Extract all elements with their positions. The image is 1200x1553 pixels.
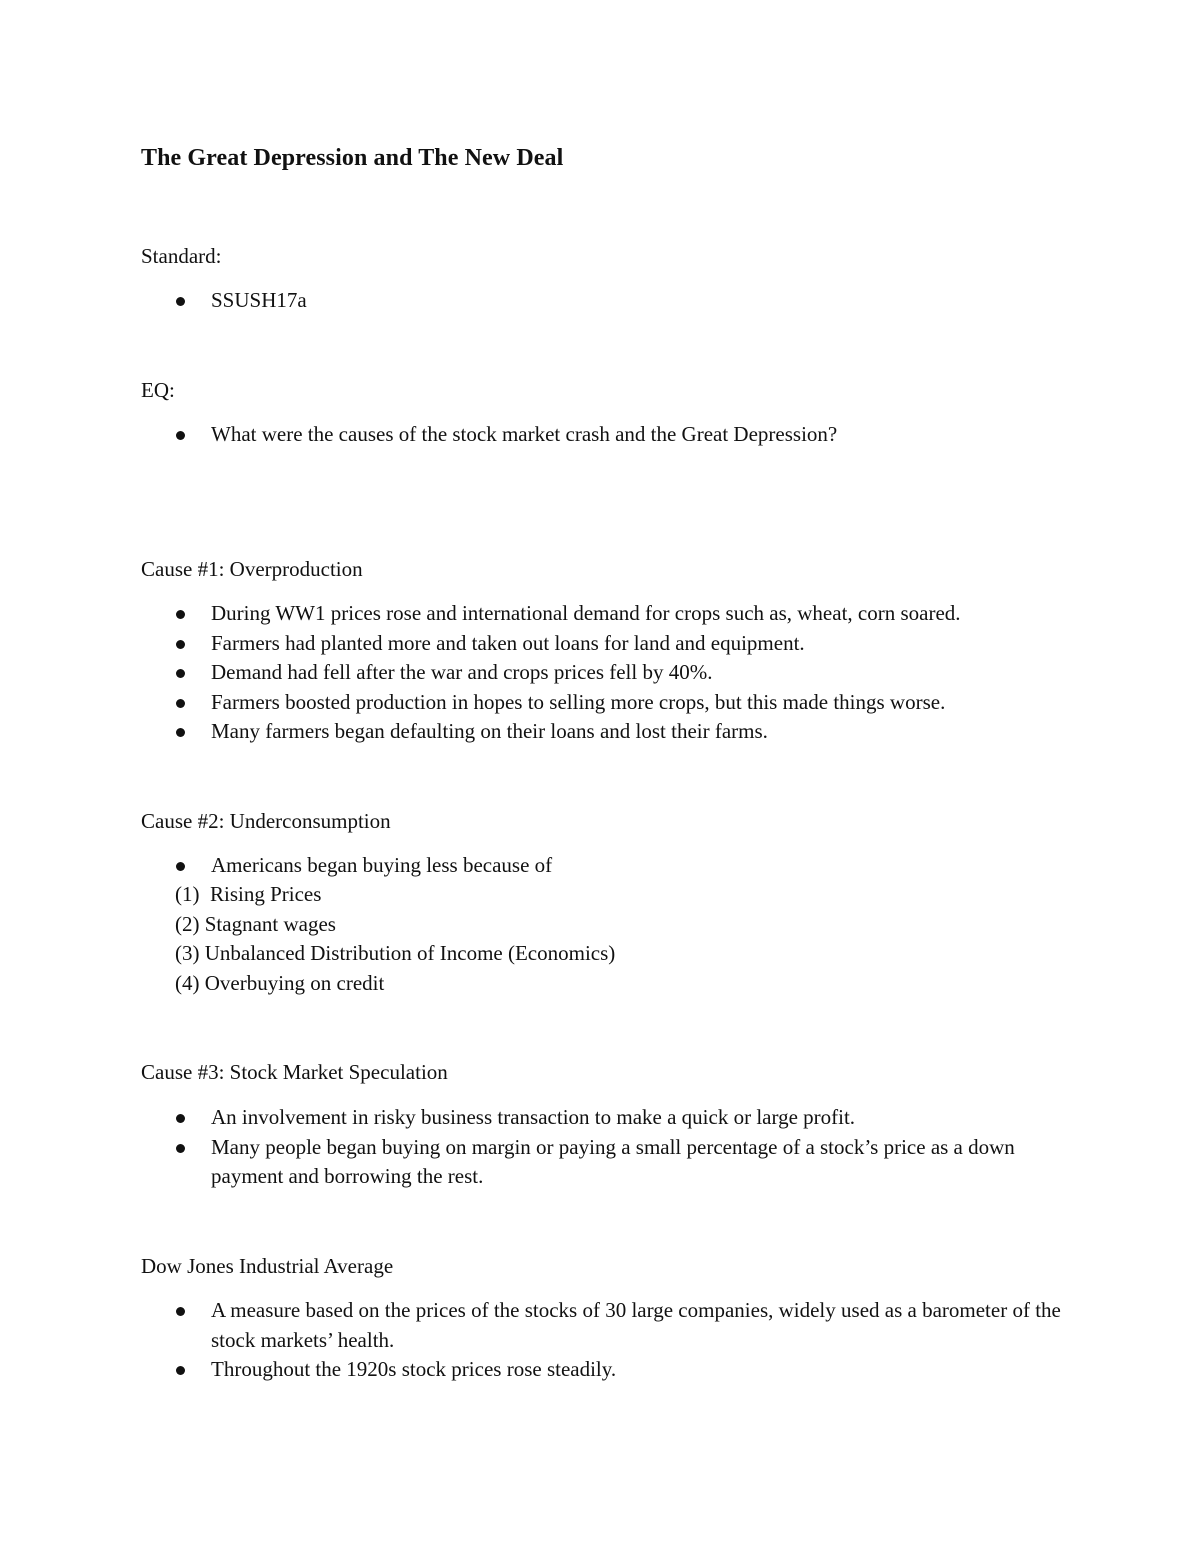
list-item-text: Many people began buying on margin or paying a small percentage of a stock’s price as a down payment and borrowing the rest. xyxy=(211,1134,1015,1188)
list-item-text: A measure based on the prices of the stocks of 30 large companies, widely used as a barometer of the stock markets’ health. xyxy=(211,1298,1061,1352)
list-item-text: What were the causes of the stock market crash and the Great Depression? xyxy=(211,422,838,446)
list-item xyxy=(141,717,1081,747)
bullet-icon xyxy=(176,1366,185,1375)
list-item-text: Many farmers began defaulting on their loans and lost their farms. xyxy=(211,719,768,743)
numbered-item: (1) Rising Prices xyxy=(175,882,322,906)
numbered-item: (2) Stagnant wages xyxy=(175,911,336,936)
list-item-text: Throughout the 1920s stock prices rose steadily. xyxy=(211,1357,617,1381)
bullet-icon xyxy=(176,728,185,737)
list-item-text: An involvement in risky business transaction to make a quick or large profit. xyxy=(211,1105,856,1129)
bullet-icon xyxy=(176,699,185,708)
cause1-list xyxy=(141,599,1081,747)
cause3-heading: Cause #3: Stock Market Speculation xyxy=(141,1060,448,1084)
bullet-icon xyxy=(176,431,185,440)
bullet-icon xyxy=(176,669,185,678)
standard-list xyxy=(141,286,1081,316)
list-item-text: Farmers had planted more and taken out loans for land and equipment. xyxy=(211,630,805,655)
page-title: The Great Depression and The New Deal xyxy=(141,145,564,171)
dow-heading: Dow Jones Industrial Average xyxy=(141,1254,394,1278)
cause2-heading: Cause #2: Underconsumption xyxy=(141,809,391,833)
bullet-icon xyxy=(176,1114,185,1123)
bullet-icon xyxy=(176,640,185,649)
list-item xyxy=(141,1103,1081,1133)
list-item xyxy=(141,851,1081,881)
bullet-icon xyxy=(176,610,185,619)
numbered-item: (3) Unbalanced Distribution of Income (Economics) xyxy=(175,941,616,965)
list-item xyxy=(141,1133,1081,1192)
list-item xyxy=(141,1296,1081,1355)
cause2-list xyxy=(141,851,1081,881)
list-item xyxy=(141,599,1081,629)
list-item-text: Farmers boosted production in hopes to selling more crops, but this made things worse. xyxy=(211,689,946,714)
dow-list xyxy=(141,1296,1081,1385)
list-item xyxy=(141,1355,1081,1385)
list-item xyxy=(141,688,1081,718)
cause1-heading: Cause #1: Overproduction xyxy=(141,557,363,581)
list-item-text: Demand had fell after the war and crops prices fell by 40%. xyxy=(211,660,713,684)
cause2-numbered-list xyxy=(175,880,615,998)
eq-heading: EQ: xyxy=(141,378,175,402)
list-item xyxy=(141,629,1081,659)
bullet-icon xyxy=(176,862,185,871)
bullet-icon xyxy=(176,297,185,306)
eq-list xyxy=(141,420,1081,450)
bullet-icon xyxy=(176,1307,185,1316)
numbered-item: (4) Overbuying on credit xyxy=(175,970,385,995)
standard-heading: Standard: xyxy=(141,244,222,268)
list-item xyxy=(141,420,1081,450)
bullet-icon xyxy=(176,1144,185,1153)
cause3-list xyxy=(141,1103,1081,1192)
list-item-text: During WW1 prices rose and international demand for crops such as, wheat, corn soared. xyxy=(211,601,961,625)
list-item-text: SSUSH17a xyxy=(211,288,307,312)
list-item-text: Americans began buying less because of xyxy=(211,853,553,877)
list-item xyxy=(141,286,1081,316)
list-item xyxy=(141,658,1081,688)
